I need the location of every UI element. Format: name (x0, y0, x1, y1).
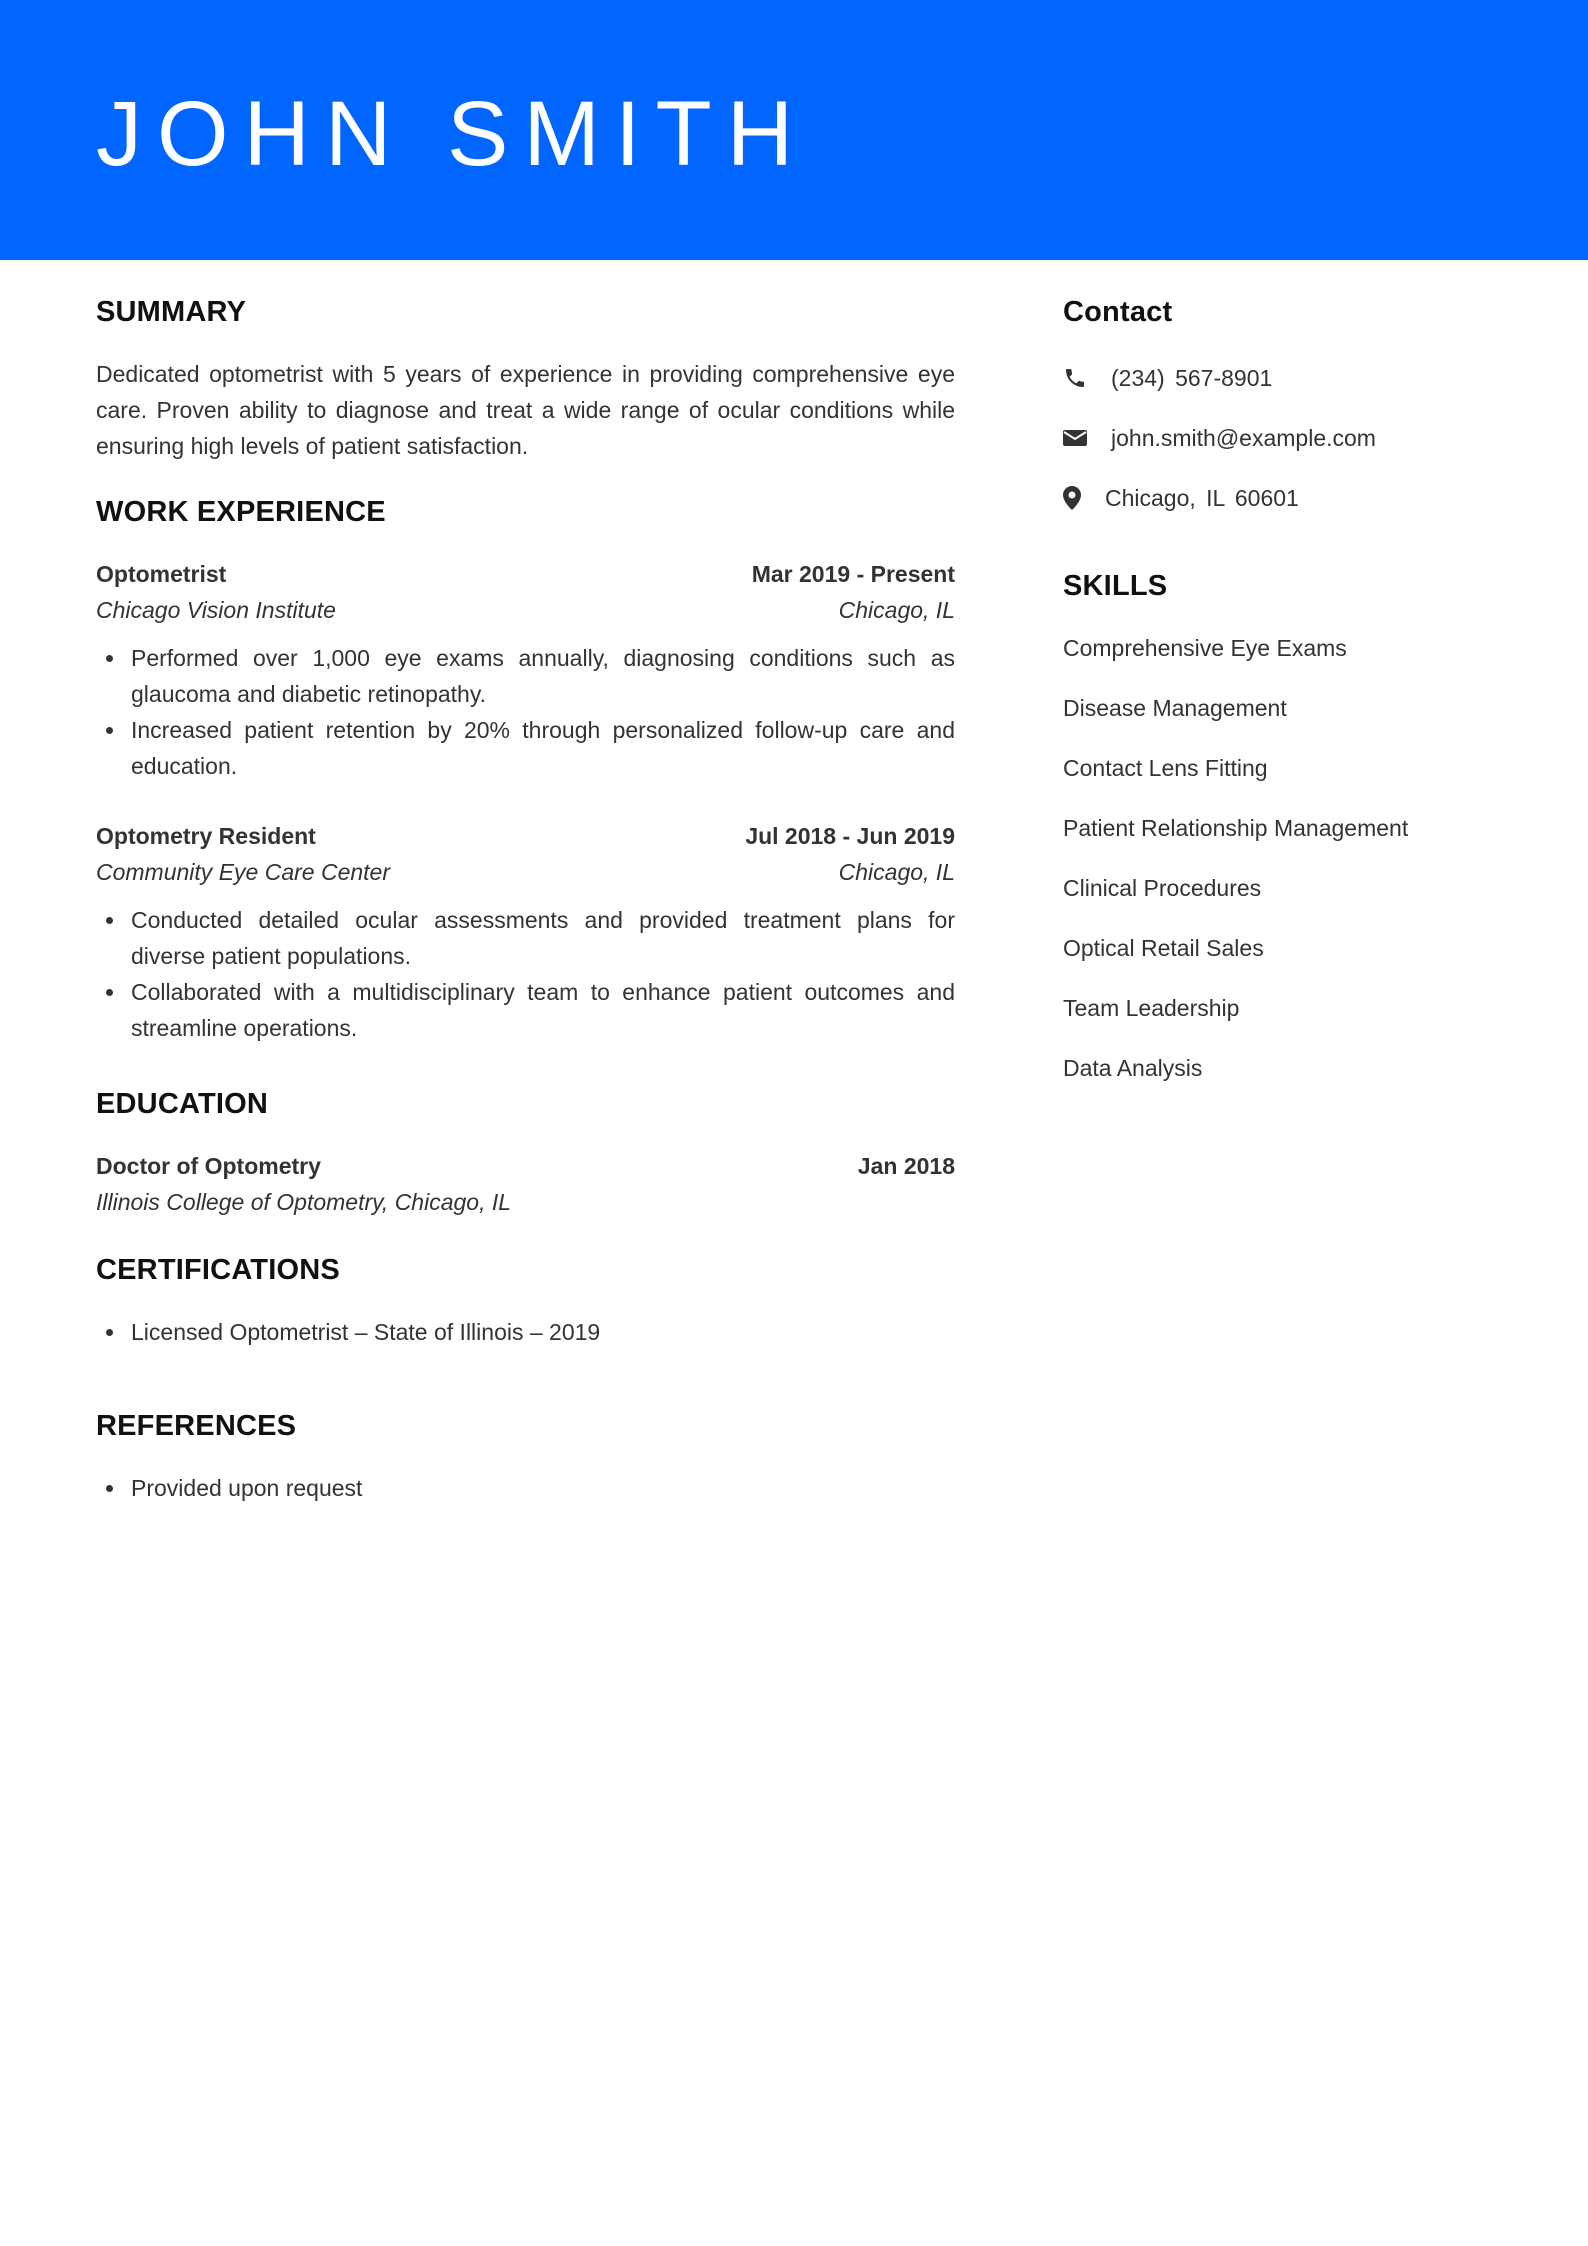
education-section (96, 1084, 955, 1220)
skill-item: Contact Lens Fitting (1063, 755, 1268, 781)
work-experience-heading: WORK EXPERIENCE (96, 496, 386, 528)
work-experience-section (96, 492, 955, 1046)
contact-phone-row (1063, 360, 1503, 396)
skill-item: Patient Relationship Management (1063, 815, 1409, 841)
skill-item: Optical Retail Sales (1063, 935, 1264, 961)
contact-location: Chicago, IL 60601 (1105, 484, 1299, 511)
references-list (96, 1470, 955, 1506)
skill-item: Data Analysis (1063, 1055, 1203, 1081)
skill-item: Comprehensive Eye Exams (1063, 635, 1347, 661)
contact-phone[interactable]: (234) 567-8901 (1111, 364, 1273, 391)
education-date: Jan 2018 (857, 1153, 955, 1179)
job-company: Community Eye Care Center (96, 859, 390, 885)
skill-item: Team Leadership (1063, 995, 1240, 1021)
certifications-section (96, 1250, 955, 1350)
job-company-row (96, 592, 955, 628)
job-bullet: Conducted detailed ocular assessments and provided treatment plans for diverse patient populations. (131, 902, 955, 974)
job-header-row (96, 556, 955, 592)
certifications-heading: CERTIFICATIONS (96, 1254, 340, 1286)
job-header-row (96, 818, 955, 854)
education-header-row (96, 1148, 955, 1184)
education-entry (96, 1148, 955, 1220)
education-degree: Doctor of Optometry (96, 1153, 321, 1179)
main-column (96, 292, 955, 1506)
contact-location-row (1063, 480, 1503, 516)
skills-list (1063, 630, 1503, 1086)
contact-section (1063, 292, 1503, 516)
job-bullet: Collaborated with a multidisciplinary team to enhance patient outcomes and streamline operations. (131, 974, 955, 1046)
job-dates: Mar 2019 - Present (751, 561, 955, 587)
summary-text: Dedicated optometrist with 5 years of experience in providing comprehensive eye care. Proven ability to diagnose and treat a wide range of ocular conditions while ensuring high levels of patient satisfaction. (96, 361, 955, 459)
candidate-name: JOHN SMITH (96, 83, 809, 185)
education-school-row (96, 1184, 955, 1220)
header-banner (0, 0, 1588, 260)
job-entry (96, 818, 955, 1046)
job-location: Chicago, IL (838, 859, 955, 885)
sidebar-column (1063, 292, 1503, 1110)
contact-heading: Contact (1063, 296, 1173, 328)
skills-heading: SKILLS (1063, 570, 1168, 602)
certifications-list (96, 1314, 955, 1350)
references-section (96, 1406, 955, 1506)
job-location: Chicago, IL (838, 597, 955, 623)
job-bullet: Increased patient retention by 20% through personalized follow-up care and education. (131, 712, 955, 784)
job-bullets (96, 902, 955, 1046)
envelope-icon (1063, 428, 1111, 448)
contact-email[interactable]: john.smith@example.com (1111, 424, 1376, 451)
references-heading: REFERENCES (96, 1410, 297, 1442)
job-dates: Jul 2018 - Jun 2019 (745, 823, 955, 849)
job-bullets (96, 640, 955, 784)
reference-item: Provided upon request (131, 1470, 955, 1506)
job-bullet: Performed over 1,000 eye exams annually, diagnosing conditions such as glaucoma and diabetic retinopathy. (131, 640, 955, 712)
summary-heading: SUMMARY (96, 296, 247, 328)
skills-section (1063, 566, 1503, 1086)
job-role: Optometrist (96, 561, 227, 587)
map-pin-icon (1063, 486, 1105, 510)
education-school: Illinois College of Optometry, Chicago, IL (96, 1189, 512, 1215)
contact-email-row (1063, 420, 1503, 456)
job-entry (96, 556, 955, 784)
job-role: Optometry Resident (96, 823, 316, 849)
skill-item: Clinical Procedures (1063, 875, 1262, 901)
certification-item: Licensed Optometrist – State of Illinois – 2019 (131, 1314, 955, 1350)
contact-list (1063, 360, 1503, 516)
job-company-row (96, 854, 955, 890)
summary-section (96, 292, 955, 464)
job-company: Chicago Vision Institute (96, 597, 336, 623)
education-heading: EDUCATION (96, 1088, 269, 1120)
skill-item: Disease Management (1063, 695, 1287, 721)
phone-icon (1063, 366, 1111, 390)
